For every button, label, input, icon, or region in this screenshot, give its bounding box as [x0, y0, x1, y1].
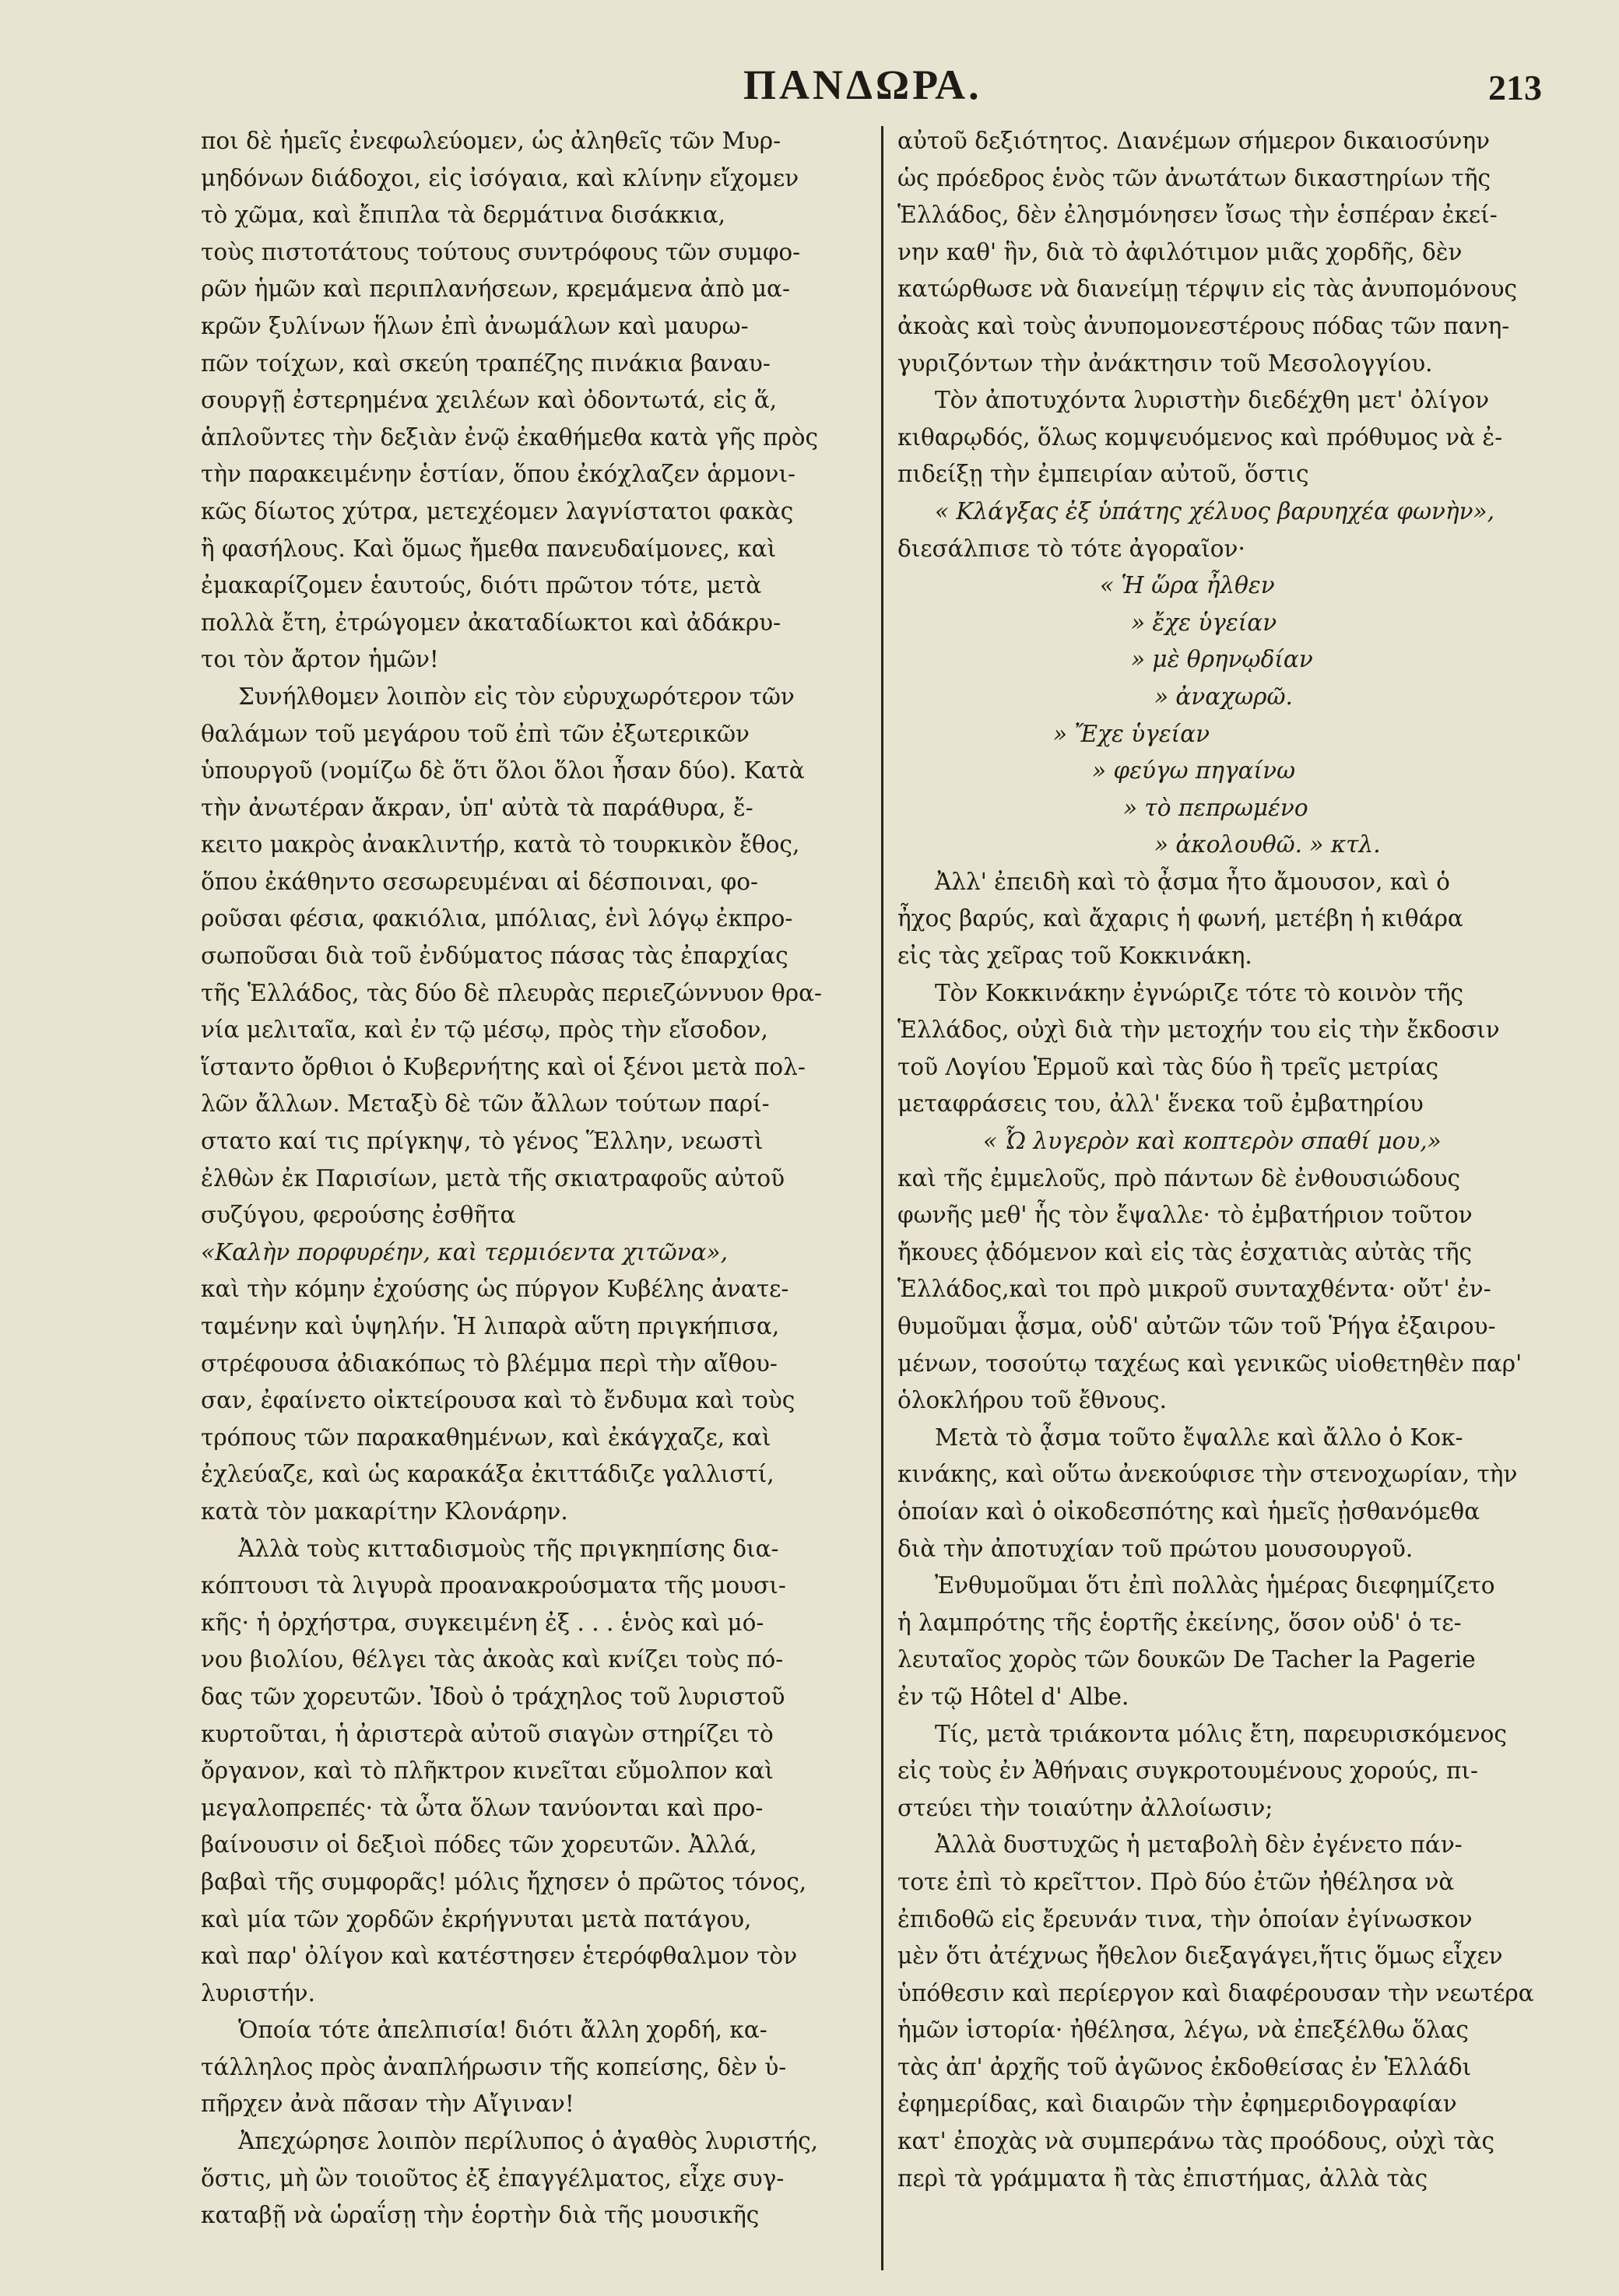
text-line: θυμοῦμαι ᾆσμα, οὐδ' αὐτῶν τῶν τοῦ Ῥήγα ἐξαιρου-: [897, 1313, 1496, 1339]
text-line: ποι δὲ ἡμεῖς ἐνεφωλεύομεν, ὡς ἀληθεῖς τῶν Μυρ-: [201, 128, 781, 154]
song-verse: « Ἡ ὥρα ἦλθεν: [1100, 572, 1275, 599]
text-line: Ἀλλὰ τοὺς κιτταδισμοὺς τῆς πριγκηπίσης δια-: [238, 1535, 779, 1562]
song-verse: » Ἔχε ὑγείαν: [1053, 720, 1210, 747]
text-line: εἰς τοὺς ἐν Ἀθήναις συγκροτουμένους χορούς, πι-: [897, 1757, 1478, 1785]
text-line: κῶς δίωτος χύτρα, μετεχέομεν λαγνίστατοι φακὰς: [201, 497, 794, 525]
song-verse: » ἀκολουθῶ. » κτλ.: [1154, 831, 1381, 858]
text-line: καὶ παρ' ὀλίγον καὶ κατέστησεν ἑτερόφθαλμον τὸν: [201, 1943, 798, 1970]
text-line: ἐμακαρίζομεν ἑαυτούς, διότι πρῶτον τότε, μετὰ: [201, 572, 762, 599]
text-line: Τὸν ἀποτυχόντα λυριστὴν διεδέχθη μετ' ὀλίγον: [935, 387, 1490, 414]
text-line: κινάκης, καὶ οὕτω ἀνεκούφισε τὴν στενοχωρίαν, τὴν: [897, 1461, 1518, 1488]
text-line: κῆς· ἡ ὀρχήστρα, συγκειμένη ἐξ . . . ἑνὸς καὶ μό-: [201, 1609, 764, 1636]
song-verse: » φεύγω πηγαίνω: [1092, 757, 1296, 785]
text-line: τῆς Ἑλλάδος, τὰς δύο δὲ πλευρὰς περιεζώννυον θρα-: [201, 979, 822, 1006]
text-line: τοτε ἐπὶ τὸ κρεῖττον. Πρὸ δύο ἐτῶν ἠθέλησα νὰ: [897, 1868, 1455, 1895]
text-line: μεταφράσεις του, ἀλλ' ἕνεκα τοῦ ἐμβατηρίου: [897, 1090, 1424, 1118]
text-line: ἐλθὼν ἐκ Παρισίων, μετὰ τῆς σκιατραφοῦς αὐτοῦ: [201, 1164, 785, 1192]
text-line: ροῦσαι φέσια, φακιόλια, μπόλιας, ἑνὶ λόγῳ ἐκπρο-: [201, 905, 793, 932]
text-line: σαν, ἐφαίνετο οἰκτείρουσα καὶ τὸ ἔνδυμα καὶ τοὺς: [201, 1387, 795, 1414]
text-line: λευταῖος χορὸς τῶν δουκῶν De Tacher la Pagerie: [897, 1646, 1476, 1673]
text-line: ἁπλοῦντες τὴν δεξιὰν ἐνῷ ἐκαθήμεθα κατὰ γῆς πρὸς: [201, 423, 819, 451]
text-line: αὐτοῦ δεξιότητος. Διανέμων σήμερον δικαιοσύνην: [897, 128, 1491, 154]
text-line: Ἀλλ' ἐπειδὴ καὶ τὸ ᾆσμα ἦτο ἄμουσον, καὶ ὁ: [935, 868, 1450, 895]
text-line: διεσάλπισε τὸ τότε ἀγοραῖον·: [897, 535, 1245, 562]
text-line: τοι τὸν ἄρτον ἡμῶν!: [201, 646, 439, 673]
text-line: πολλὰ ἔτη, ἐτρώγομεν ἀκαταδίωκτοι καὶ ἀδάκρυ-: [201, 609, 781, 636]
column-divider: [881, 126, 883, 2270]
text-line: τοῦ Λογίου Ἑρμοῦ καὶ τὰς δύο ἢ τρεῖς μετρίας: [897, 1053, 1438, 1080]
text-line: ἐν τῷ Hôtel d' Albe.: [897, 1683, 1129, 1710]
text-line: ἡμῶν ἱστορία· ἠθέλησα, λέγω, νὰ ἐπεξέλθω ὅλας: [897, 2017, 1469, 2044]
text-line: ρῶν ἡμῶν καὶ περιπλανήσεων, κρεμάμενα ἀπὸ μα-: [201, 276, 790, 303]
text-line: ὄργανον, καὶ τὸ πλῆκτρον κινεῖται εὔμολπον καὶ: [201, 1757, 774, 1785]
text-line: ὁλοκλήρου τοῦ ἔθνους.: [897, 1387, 1167, 1414]
text-line: καὶ τῆς ἐμμελοῦς, πρὸ πάντων δὲ ἐνθουσιώδους: [897, 1164, 1461, 1192]
text-line: ὅπου ἐκάθηντο σεσωρευμέναι αἱ δέσποιναι, φο-: [201, 868, 758, 895]
text-line: πῆρχεν ἀνὰ πᾶσαν τὴν Αἴγιναν!: [201, 2091, 574, 2118]
text-line: πιδείξῃ τὴν ἐμπειρίαν αὐτοῦ, ὅστις: [897, 461, 1309, 488]
running-title: ΠΑΝΔΩΡΑ.: [743, 61, 982, 108]
text-line: κόπτουσι τὰ λιγυρὰ προανακρούσματα τῆς μουσι-: [201, 1572, 786, 1599]
right-column: [897, 123, 1536, 2197]
text-line: περὶ τὰ γράμματα ἢ τὰς ἐπιστήμας, ἀλλὰ τὰς: [897, 2164, 1428, 2192]
text-line: μεγαλοπρεπές· τὰ ὦτα ὅλων τανύονται καὶ προ-: [201, 1794, 764, 1821]
text-line: Ἑλλάδος, δὲν ἐλησμόνησεν ἴσως τὴν ἑσπέραν ἐκεί-: [897, 202, 1498, 229]
text-line: ἡ λαμπρότης τῆς ἑορτῆς ἐκείνης, ὅσον οὐδ' ὁ τε-: [897, 1609, 1462, 1636]
text-line: φωνῆς μεθ' ἧς τὸν ἔψαλλε· τὸ ἐμβατήριον τοῦτον: [897, 1202, 1473, 1229]
text-line: στεύει τὴν τοιαύτην ἀλλοίωσιν;: [897, 1794, 1273, 1821]
quoted-verse: « Ὦ λυγερὸν καὶ κοπτερὸν σπαθί μου,»: [983, 1128, 1442, 1155]
text-line: Ἀπεχώρησε λοιπὸν περίλυπος ὁ ἀγαθὸς λυριστής,: [238, 2128, 819, 2155]
text-line: μένων, τοσούτῳ ταχέως καὶ γενικῶς υἱοθετηθὲν παρ': [897, 1350, 1522, 1377]
text-line: ἢ φασήλους. Καὶ ὅμως ἤμεθα πανευδαίμονες, καὶ: [201, 535, 777, 562]
text-line: κατὰ τὸν μακαρίτην Κλονάρην.: [201, 1497, 568, 1525]
quoted-verse: «Καλὴν πορφυρέην, καὶ τερμιόεντα χιτῶνα»,: [201, 1238, 728, 1266]
text-line: νία μελιταῖα, καὶ ἐν τῷ μέσῳ, πρὸς τὴν εἴσοδον,: [201, 1016, 768, 1044]
text-line: ἐχλεύαζε, καὶ ὡς καρακάξα ἐκιττάδιζε γαλλιστί,: [201, 1461, 774, 1488]
text-line: ταμένην καὶ ὑψηλήν. Ἡ λιπαρὰ αὕτη πριγκήπισα,: [201, 1313, 780, 1339]
text-line: ὑπουργοῦ (νομίζω δὲ ὅτι ὅλοι ὅλοι ἦσαν δύο). Κατὰ: [201, 757, 805, 785]
text-line: Ἑλλάδος,καὶ τοι πρὸ μικροῦ συνταχθέντα· οὔτ' ἐν-: [897, 1276, 1491, 1303]
text-line: μὲν ὅτι ἀτέχνως ἤθελον διεξαγάγει,ἥτις ὅμως εἶχεν: [897, 1943, 1503, 1970]
text-line: θαλάμων τοῦ μεγάρου τοῦ ἐπὶ τῶν ἐξωτερικῶν: [201, 720, 750, 747]
text-line: στρέφουσα ἀδιακόπως τὸ βλέμμα περὶ τὴν αἴθου-: [201, 1350, 778, 1377]
page-number: 213: [1488, 68, 1542, 107]
text-line: ἀκοὰς καὶ τοὺς ἀνυπομονεστέρους πόδας τῶν πανη-: [897, 312, 1510, 339]
text-line: Ἀλλὰ δυστυχῶς ἡ μεταβολὴ δὲν ἐγένετο πάν-: [935, 1831, 1463, 1859]
text-line: ὑπόθεσιν καὶ περίεργον καὶ διαφέρουσαν τὴν νεωτέρα: [897, 1979, 1534, 2006]
text-line: νην καθ' ἣν, διὰ τὸ ἀφιλότιμον μιᾶς χορδῆς, δὲν: [897, 238, 1463, 265]
song-verse: » ἔχε ὑγείαν: [1131, 609, 1277, 636]
text-line: καὶ τὴν κόμην ἐχούσης ὡς πύργον Κυβέλης ἀνατε-: [201, 1276, 789, 1303]
text-line: ὡς πρόεδρος ἑνὸς τῶν ἀνωτάτων δικαστηρίων τῆς: [897, 164, 1491, 191]
text-line: διὰ τὴν ἀποτυχίαν τοῦ πρώτου μουσουργοῦ.: [897, 1535, 1414, 1562]
text-line: πῶν τοίχων, καὶ σκεύη τραπέζης πινάκια βαναυ-: [201, 349, 771, 377]
text-line: στατο καί τις πρίγκηψ, τὸ γένος Ἕλλην, νεωστὶ: [201, 1128, 764, 1155]
text-line: ἦχος βαρύς, καὶ ἄχαρις ἡ φωνή, μετέβη ἡ κιθάρα: [897, 905, 1463, 932]
running-head: [0, 61, 1619, 123]
text-line: βαβαὶ τῆς συμφορᾶς! μόλις ἤχησεν ὁ πρῶτος τόνος,: [201, 1868, 807, 1895]
song-verse: » ἀναχωρῶ.: [1154, 683, 1293, 710]
text-line: κειτο μακρὸς ἀνακλιντήρ, κατὰ τὸ τουρκικὸν ἔθος,: [201, 831, 800, 858]
text-line: τάλληλος πρὸς ἀναπλήρωσιν τῆς κοπείσης, δὲν ὑ-: [201, 2053, 787, 2080]
text-line: Συνήλθομεν λοιπὸν εἰς τὸν εὐρυχωρότερον τῶν: [238, 683, 795, 710]
text-line: Τὸν Κοκκινάκην ἐγνώριζε τότε τὸ κοινὸν τῆς: [935, 979, 1464, 1006]
text-line: ἐπιδοθῶ εἰς ἔρευνάν τινα, τὴν ὁποίαν ἐγίνωσκον: [897, 1905, 1473, 1933]
text-line: Ἐνθυμοῦμαι ὅτι ἐπὶ πολλὰς ἡμέρας διεφημίζετο: [935, 1572, 1495, 1599]
text-line: σουργῇ ἐστερημένα χειλέων καὶ ὀδοντωτά, εἰς ἅ,: [201, 387, 778, 414]
text-line: Τίς, μετὰ τριάκοντα μόλις ἔτη, παρευρισκόμενος: [935, 1720, 1507, 1747]
quoted-verse: « Κλάγξας ἐξ ὑπάτης χέλυος βαρυηχέα φωνὴν»,: [935, 497, 1494, 525]
text-line: κατ' ἐποχὰς νὰ συμπεράνω τὰς προόδους, οὐχὶ τὰς: [897, 2128, 1495, 2155]
text-line: τοὺς πιστοτάτους τούτους συντρόφους τῶν συμφο-: [201, 238, 801, 265]
text-line: τὸ χῶμα, καὶ ἔπιπλα τὰ δερμάτινα δισάκκια,: [201, 202, 726, 229]
text-line: ἵσταντο ὄρθιοι ὁ Κυβερνήτης καὶ οἱ ξένοι μετὰ πολ-: [201, 1053, 806, 1080]
text-line: νου βιολίου, θέλγει τὰς ἀκοὰς καὶ κνίζει τοὺς πό-: [201, 1646, 784, 1673]
song-verse: » τὸ πεπρωμένο: [1123, 794, 1308, 821]
text-line: εἰς τὰς χεῖρας τοῦ Κοκκινάκη.: [897, 943, 1252, 970]
text-line: λυριστήν.: [201, 1979, 315, 2006]
text-line: ἐφημερίδας, καὶ διαιρῶν τὴν ἐφημεριδογραφίαν: [897, 2091, 1457, 2118]
text-line: συζύγου, φερούσης ἐσθῆτα: [201, 1202, 516, 1229]
text-line: ὅστις, μὴ ὢν τοιοῦτος ἐξ ἐπαγγέλματος, εἶχε συγ-: [201, 2164, 785, 2192]
text-line: ἤκουες ᾀδόμενον καὶ εἰς τὰς ἐσχατιὰς αὐτὰς τῆς: [897, 1238, 1473, 1266]
text-line: σωποῦσαι διὰ τοῦ ἐνδύματος πάσας τὰς ἐπαρχίας: [201, 943, 788, 970]
text-line: Ἑλλάδος, οὐχὶ διὰ τὴν μετοχήν του εἰς τὴν ἔκδοσιν: [897, 1016, 1500, 1044]
text-line: κρῶν ξυλίνων ἥλων ἐπὶ ἀνωμάλων καὶ μαυρω-: [201, 312, 749, 339]
text-line: κιθαρῳδός, ὅλως κομψευόμενος καὶ πρόθυμος νὰ ἐ-: [897, 423, 1503, 451]
text-line: λῶν ἄλλων. Μεταξὺ δὲ τῶν ἄλλων τούτων παρί-: [201, 1090, 770, 1118]
text-line: ὁποίαν καὶ ὁ οἰκοδεσπότης καὶ ἡμεῖς ᾐσθανόμεθα: [897, 1497, 1480, 1525]
text-line: καταβῇ νὰ ὡραΐσῃ τὴν ἑορτὴν διὰ τῆς μουσικῆς: [201, 2202, 760, 2229]
text-line: γυριζόντων τὴν ἀνάκτησιν τοῦ Μεσολογγίου.: [897, 349, 1433, 377]
text-line: τὴν παρακειμένην ἑστίαν, ὅπου ἐκόχλαζεν ἁρμονι-: [201, 461, 795, 488]
text-line: βαίνουσιν οἱ δεξιοὶ πόδες τῶν χορευτῶν. Ἀλλά,: [201, 1831, 757, 1859]
left-column: [201, 123, 870, 2235]
text-line: Ὁποία τότε ἀπελπισία! διότι ἄλλη χορδή, κα-: [238, 2017, 767, 2044]
text-line: κυρτοῦται, ἡ ἀριστερὰ αὐτοῦ σιαγὼν στηρίζει τὸ: [201, 1720, 774, 1747]
text-line: μηδόνων διάδοχοι, εἰς ἰσόγαια, καὶ κλίνην εἴχομεν: [201, 164, 799, 191]
text-line: κατώρθωσε νὰ διανείμῃ τέρψιν εἰς τὰς ἀνυπομόνους: [897, 276, 1518, 303]
text-line: καὶ μία τῶν χορδῶν ἐκρήγνυται μετὰ πατάγου,: [201, 1905, 752, 1933]
text-line: Μετὰ τὸ ᾆσμα τοῦτο ἔψαλλε καὶ ἄλλο ὁ Κοκ-: [935, 1424, 1463, 1451]
song-verse: » μὲ θρηνῳδίαν: [1131, 646, 1313, 673]
text-line: τρόπους τῶν παρακαθημένων, καὶ ἐκάγχαζε, καὶ: [201, 1424, 771, 1451]
text-line: τὰς ἀπ' ἀρχῆς τοῦ ἀγῶνος ἐκδοθείσας ἐν Ἑλλάδι: [897, 2053, 1472, 2080]
text-line: δας τῶν χορευτῶν. Ἰδοὺ ὁ τράχηλος τοῦ λυριστοῦ: [201, 1683, 785, 1710]
text-line: τὴν ἀνωτέραν ἄκραν, ὑπ' αὐτὰ τὰ παράθυρα, ἔ-: [201, 794, 753, 821]
